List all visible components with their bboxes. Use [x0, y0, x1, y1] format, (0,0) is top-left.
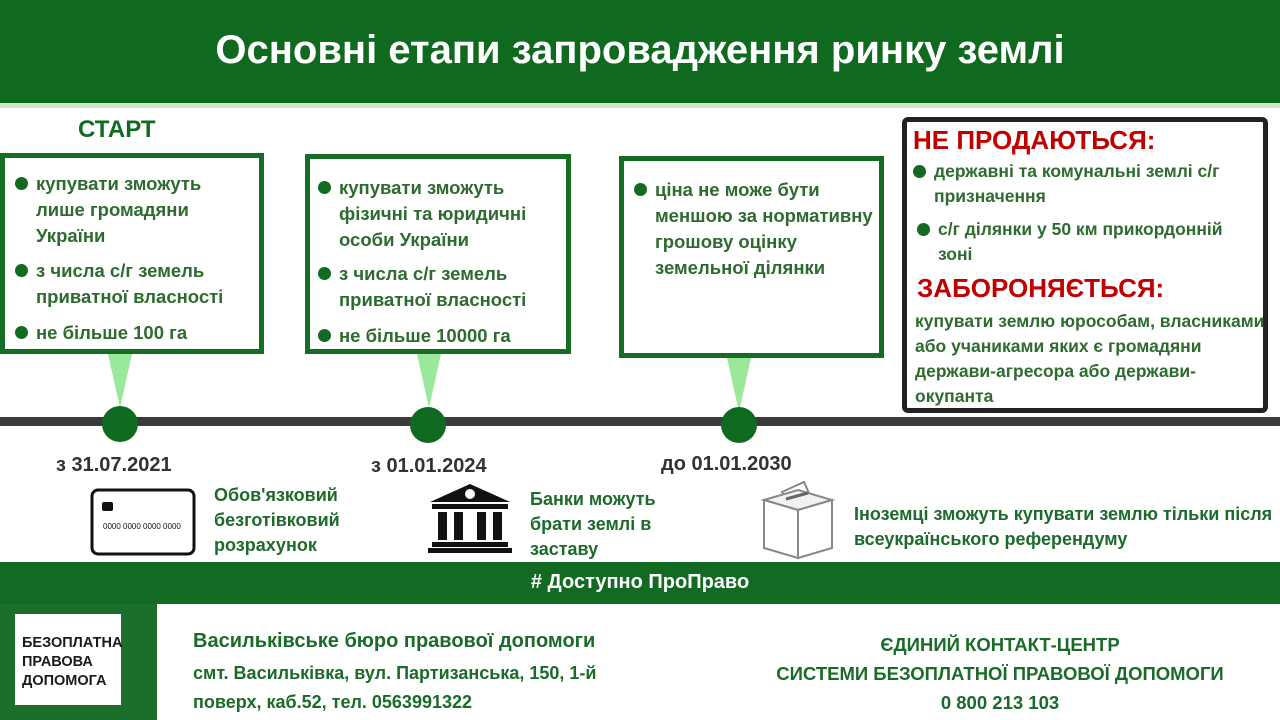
stage-2-box	[305, 154, 571, 354]
stage-1-date: з 31.07.2021	[56, 454, 172, 476]
bullet-icon	[318, 267, 331, 280]
bullet-icon	[634, 183, 647, 196]
hashtag-text: # Доступно ПроПраво	[530, 571, 750, 593]
start-label: СТАРТ	[78, 116, 156, 143]
stage-2-date: з 01.01.2024	[371, 455, 487, 477]
page-title: Основні етапи запровадження ринку землі	[215, 28, 1065, 72]
bullet-icon	[917, 223, 930, 236]
stage-1-box	[0, 153, 264, 354]
bullet-icon	[318, 181, 331, 194]
restrictions-box	[902, 117, 1268, 413]
timeline-node	[102, 406, 138, 442]
not-sold-item: державні та комунальні землі с/г призначення	[913, 159, 1253, 209]
payment-note: Обов'язковий безготівковий розрахунок	[214, 485, 340, 555]
stage-3-box	[619, 156, 884, 358]
stage-2-bullet: не більше 10000 га	[318, 323, 566, 349]
bank-icon	[428, 482, 512, 554]
card-number: 0000 0000 0000 0000	[103, 522, 181, 531]
credit-card-icon	[90, 488, 196, 556]
contact-center	[740, 630, 1260, 717]
hashtag-band	[0, 562, 1280, 604]
forbidden-heading: ЗАБОРОНЯЄТЬСЯ:	[917, 273, 1165, 303]
timeline-node	[410, 407, 446, 443]
stage-1-bullet: не більше 100 га	[15, 320, 255, 346]
stage-1-bullet: з числа с/г земель приватної власності	[15, 258, 260, 310]
stage-3-pointer	[727, 358, 751, 412]
contact-center-subtitle: СИСТЕМИ БЕЗОПЛАТНОЇ ПРАВОВОЇ ДОПОМОГИ	[776, 663, 1224, 684]
bullet-icon	[15, 264, 28, 277]
contact-center-phone[interactable]: 0 800 213 103	[940, 692, 1060, 713]
stage-3-date: до 01.01.2030	[661, 453, 792, 475]
stage-1-pointer	[108, 354, 132, 408]
bullet-icon	[913, 165, 926, 178]
stage-1-bullet: купувати зможуть лише громадяни України	[15, 171, 255, 249]
timeline-node	[721, 407, 757, 443]
forbidden-text: купувати землю юрособам, власниками або учаниками яких є громадяни держави-агресора або держави-окупанта	[915, 311, 1265, 406]
bullet-icon	[15, 326, 28, 339]
stage-2-pointer	[417, 354, 441, 408]
bullet-icon	[318, 329, 331, 342]
header	[0, 0, 1280, 108]
not-sold-item: с/г ділянки у 50 км прикордонній зоні	[917, 217, 1247, 267]
logo-text: БЕЗОПЛАТНА ПРАВОВА ДОПОМОГА	[22, 635, 123, 689]
ballot-box-icon	[760, 478, 836, 562]
bureau-name: Васильківське бюро правової допомоги	[193, 630, 596, 652]
stage-2-bullet: купувати зможуть фізичні та юридичні особи України	[318, 175, 566, 253]
bureau-address: смт. Васильківка, вул. Партизанська, 150, 1-й поверх, каб.52, тел. 0563991322	[193, 663, 597, 712]
header-underline	[0, 103, 1280, 108]
timeline-line	[0, 417, 1280, 426]
bullet-icon	[15, 177, 28, 190]
foreigners-note: Іноземці зможуть купувати землю тільки після всеукраїнського референдуму	[854, 504, 1273, 549]
banks-note: Банки можуть брати землі в заставу	[530, 489, 656, 559]
not-sold-heading: НЕ ПРОДАЮТЬСЯ:	[913, 125, 1156, 155]
stage-2-bullet: з числа с/г земель приватної власності	[318, 261, 566, 313]
free-legal-aid-logo	[0, 604, 157, 720]
contact-center-title: ЄДИНИЙ КОНТАКТ-ЦЕНТР	[880, 634, 1120, 655]
stage-3-bullet: ціна не може бути меншою за нормативну грошову оцінку земельної ділянки	[634, 177, 874, 281]
